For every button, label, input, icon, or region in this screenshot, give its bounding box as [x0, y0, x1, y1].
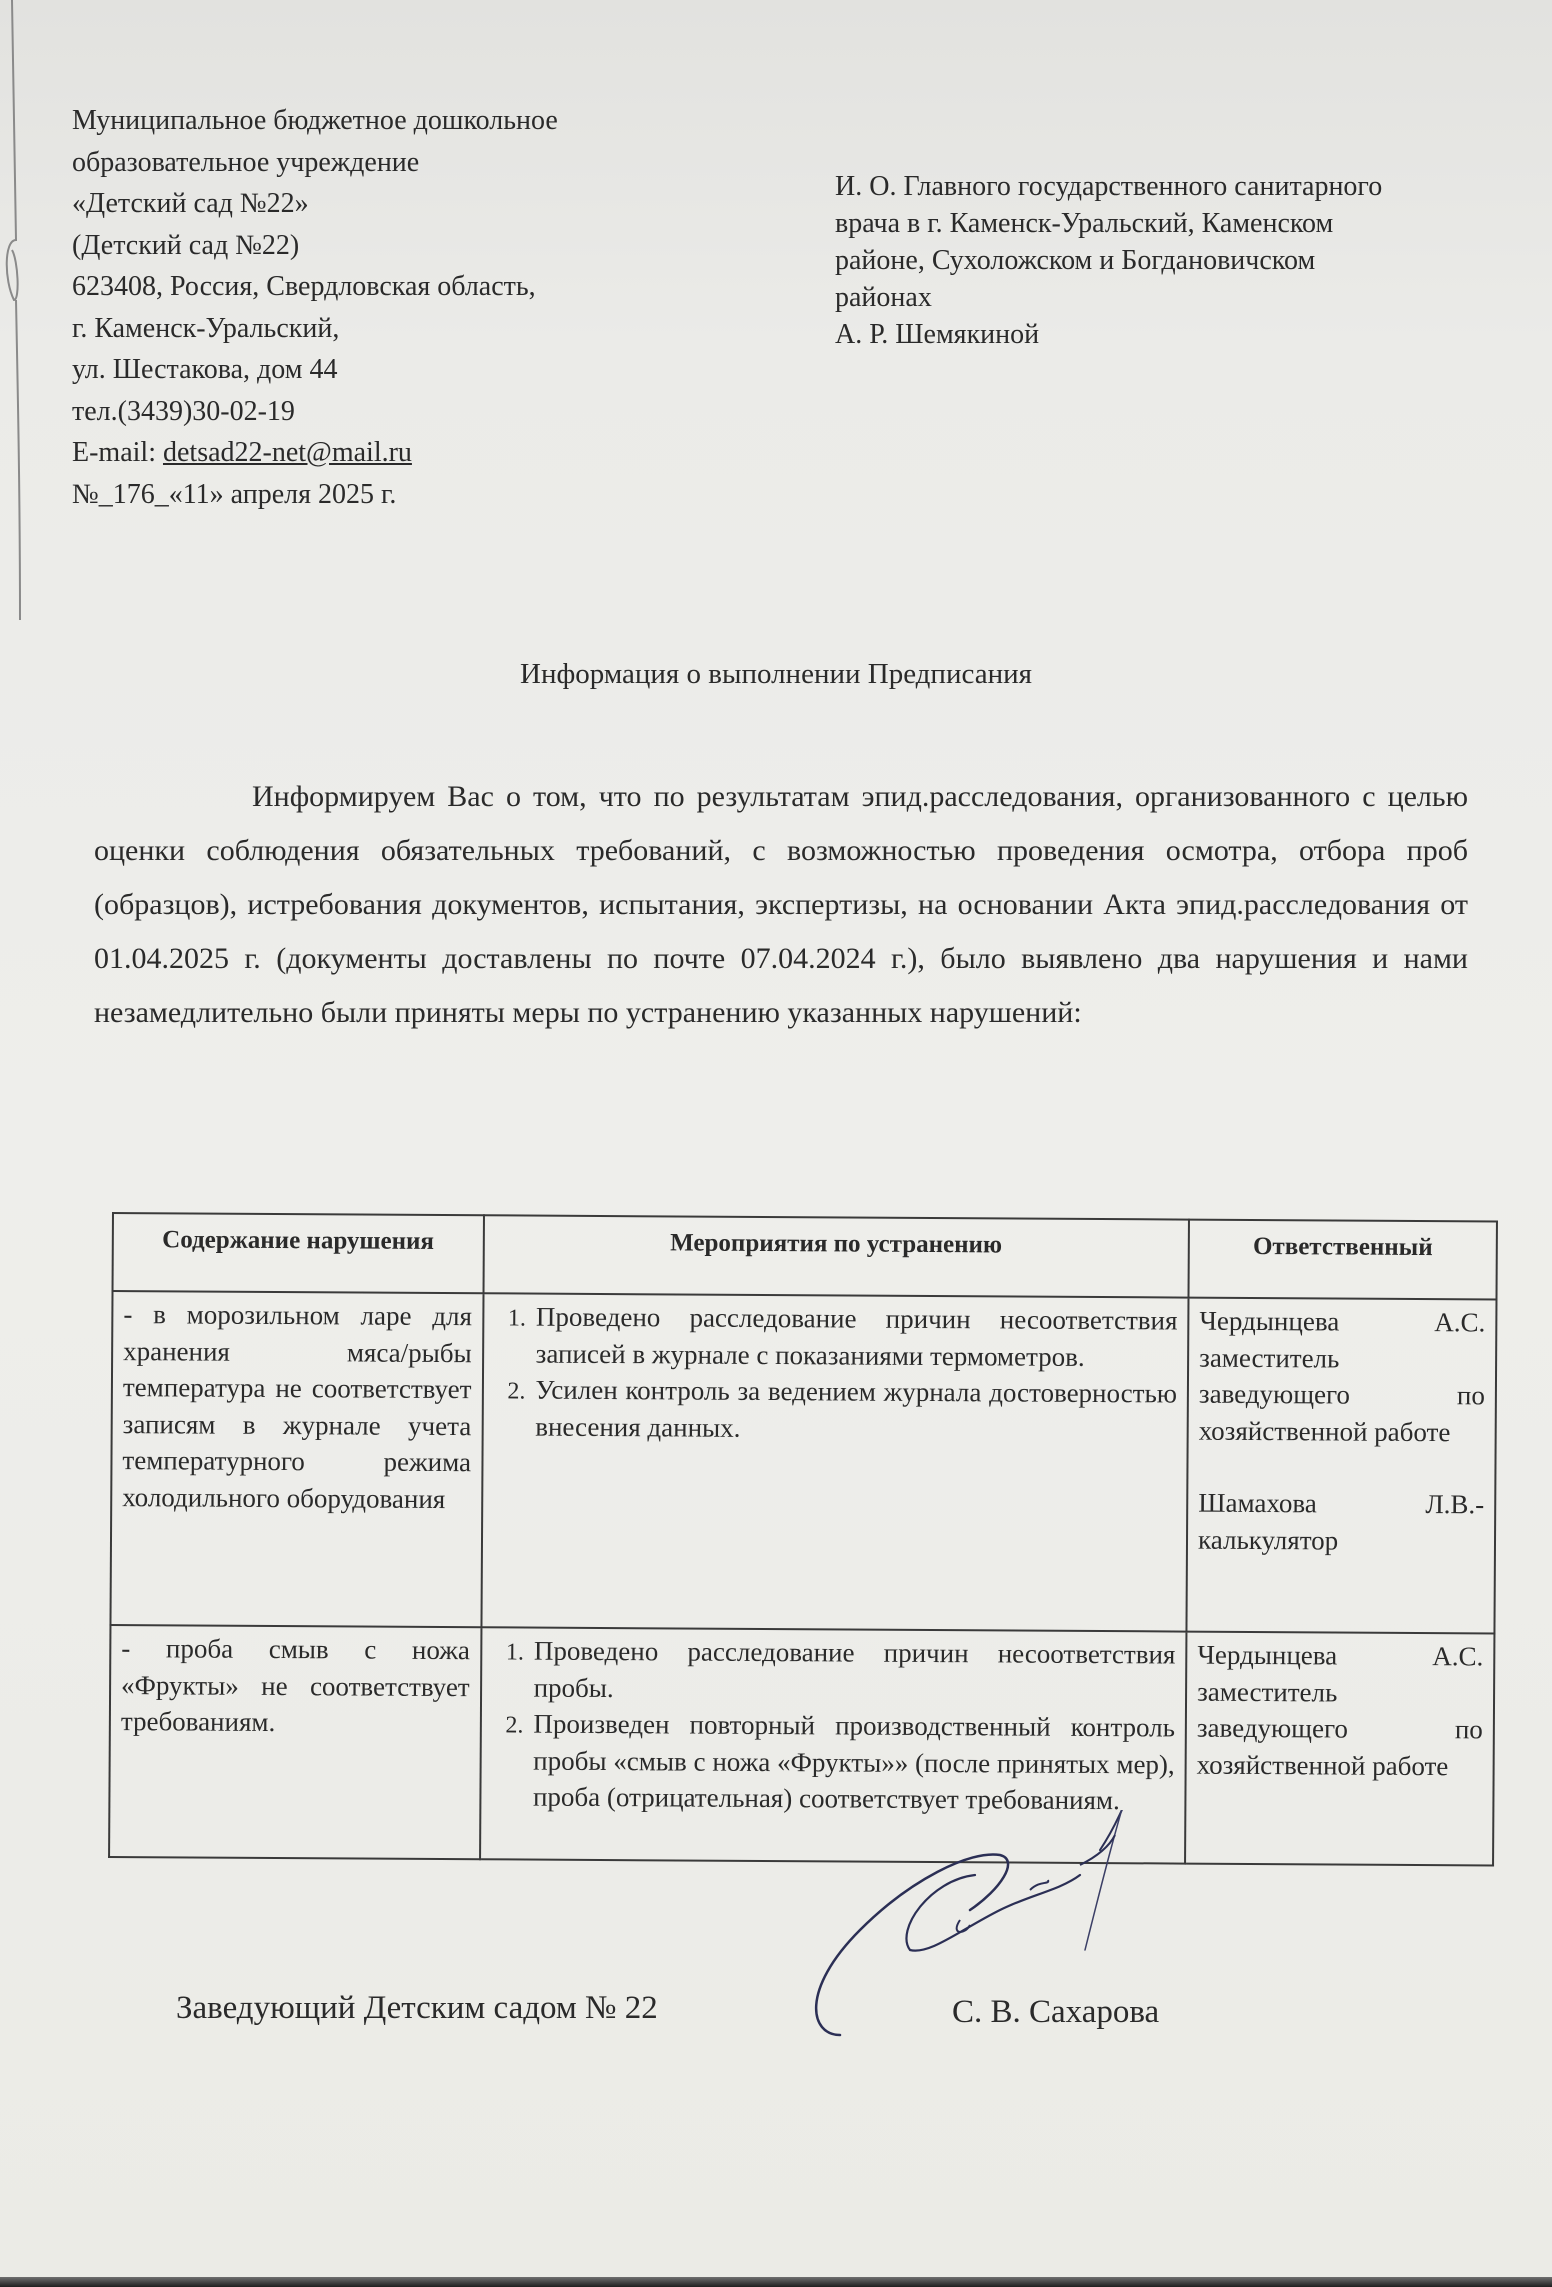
paper-bottom-edge: [0, 2277, 1552, 2287]
document-title: Информация о выполнении Предписания: [520, 658, 1032, 690]
measures-list: [491, 1632, 1176, 1819]
violation-cell: - проба смыв с ножа «Фрукты» не соответствует требованиям.: [109, 1625, 481, 1859]
sender-block: [72, 100, 632, 515]
header-responsible: Ответственный: [1189, 1220, 1497, 1300]
sender-line: Муниципальное бюджетное дошкольное: [72, 105, 558, 136]
recipient-line: врача в г. Каменск-Уральский, Каменском: [835, 208, 1334, 239]
responsible-cell: [1187, 1298, 1497, 1634]
email-link[interactable]: detsad22-net@mail.ru: [162, 437, 412, 468]
measure-item: 2. Усилен контроль за ведением журнала достоверностью внесения данных.: [531, 1372, 1177, 1449]
sender-line: тел.(3439)30-02-19: [72, 395, 295, 427]
violation-cell: - в морозильном ларе для хранения мяса/рыбы температура не соответствует записям в журнале учета температурного режима холодильного оборудования: [110, 1291, 483, 1627]
signatory-name: С. В. Сахарова: [952, 1994, 1160, 2030]
body-paragraph: Информируем Вас о том, что по результатам эпид.расследования, организованного с целью оценки соблюдения обязательных требований, с возможностью проведения осмотра, отбора проб (образцов), истребования документов, испытания, экспертизы, на основании Акта эпид.расследования от 01.04.2025 г. (документы доставлены по почте 07.04.2024 г.), было выявлено два нарушения и нами незамедлительно были приняты меры по устранению указанных нарушений:: [94, 780, 1468, 1029]
table-header-row: [113, 1213, 1497, 1299]
recipient-line: районе, Сухоложском и Богдановичском: [835, 245, 1316, 276]
responsible-person: Чердынцева А.С. заместитель заведующего по хозяйственной работе: [1198, 1305, 1486, 1447]
recipient-line: И. О. Главного государственного санитарного: [835, 171, 1383, 202]
header-measures: Мероприятия по устранению: [483, 1215, 1189, 1297]
email-label: E-mail:: [72, 437, 163, 468]
recipient-line: районах: [835, 282, 932, 313]
measures-cell: [481, 1293, 1189, 1631]
sender-line: «Детский сад №22»: [72, 188, 309, 219]
recipient-block: [835, 168, 1515, 353]
measures-list: [493, 1298, 1177, 1448]
measure-item: 1. Проведено расследование причин несоответствия пробы.: [530, 1633, 1176, 1710]
reference-number: №_176_«11» апреля 2025 г.: [72, 478, 397, 510]
measure-item: 1. Проведено расследование причин несоответствия записей в журнале с показаниями термометров.: [532, 1299, 1178, 1376]
recipient-line: А. Р. Шемякиной: [835, 319, 1040, 350]
sender-line: (Детский сад №22): [72, 229, 300, 261]
violations-table: [108, 1212, 1498, 1866]
header-violation: Содержание нарушения: [113, 1213, 484, 1293]
sender-line: 623408, Россия, Свердловская область,: [72, 271, 536, 302]
responsible-cell: [1185, 1632, 1494, 1866]
responsible-person: Чердынцева А.С. заместитель заведующего по хозяйственной работе: [1196, 1639, 1484, 1781]
sender-line: образовательное учреждение: [72, 146, 420, 178]
sender-line: ул. Шестакова, дом 44: [72, 354, 338, 385]
paper-margin-mark: [10, 0, 13, 620]
signatory-position: Заведующий Детским садом № 22: [176, 1990, 658, 2026]
sender-email-line: [72, 432, 632, 474]
responsible-person: Шамахова Л.В.- калькулятор: [1198, 1487, 1485, 1555]
measure-item: 2. Произведен повторный производственный контроль пробы «смыв с ножа «Фрукты»» (после принятых мер), проба (отрицательная) соответствует требованиям.: [529, 1706, 1175, 1819]
table-row: [110, 1291, 1496, 1633]
sender-line: г. Каменск-Уральский,: [72, 312, 340, 344]
